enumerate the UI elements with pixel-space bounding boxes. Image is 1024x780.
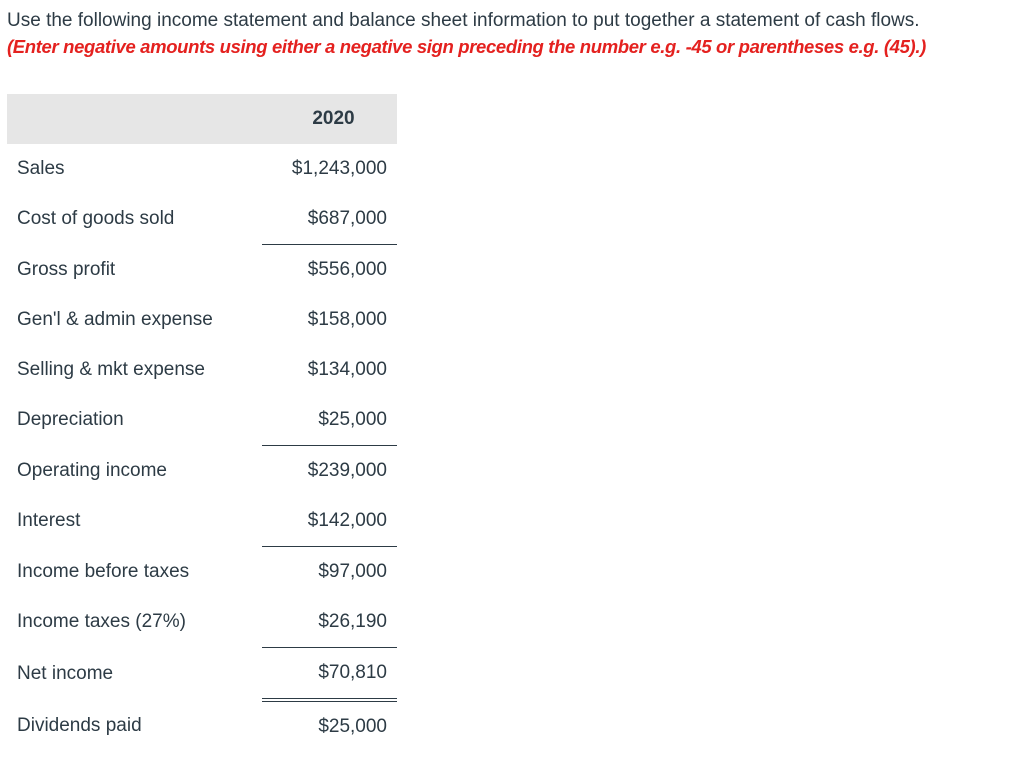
row-label: Sales [17,158,65,179]
row-label: Income before taxes [17,560,190,582]
row-sales [7,144,397,194]
row-gross-profit [7,245,397,296]
instruction-text: Use the following income statement and balance sheet information to put together a statement of cash flows. [7,10,920,31]
row-dividends-paid [7,700,397,752]
row-amount: $134,000 [307,359,387,380]
row-label: Operating income [17,459,167,481]
row-amount: $97,000 [318,561,387,582]
row-net-income [7,648,397,701]
row-label: Gen'l & admin expense [17,309,213,330]
row-amount: $70,810 [262,648,397,701]
label-column-header [7,94,262,144]
row-income-taxes [7,597,397,648]
row-operating-income [7,446,397,497]
year-column-header: 2020 [262,94,397,144]
row-amount: $239,000 [307,460,387,481]
row-selling-marketing-expense [7,345,397,395]
row-amount: $556,000 [307,259,387,280]
row-label: Interest [17,510,81,532]
row-income-before-taxes [7,547,397,598]
row-amount: $1,243,000 [291,158,387,179]
row-label: Income taxes (27%) [17,611,186,633]
row-amount: $26,190 [262,597,397,648]
income-statement-table [7,94,397,752]
instructions [7,8,1017,60]
row-amount: $158,000 [307,309,387,330]
row-label: Dividends paid [17,715,142,736]
row-amount: $687,000 [262,194,397,245]
row-depreciation [7,395,397,446]
row-label: Net income [17,662,114,684]
entry-format-note: (Enter negative amounts using either a negative sign preceding the number e.g. -45 or parentheses e.g. (45).) [7,36,926,57]
row-amount: $25,000 [318,716,387,737]
row-general-admin-expense [7,295,397,345]
row-cost-of-goods-sold [7,194,397,245]
row-label: Depreciation [17,409,124,431]
row-label: Gross profit [17,258,116,280]
row-label: Selling & mkt expense [17,359,205,380]
row-amount: $25,000 [262,395,397,446]
row-amount: $142,000 [262,496,397,547]
row-label: Cost of goods sold [17,208,175,230]
header-row [7,94,397,144]
row-interest [7,496,397,547]
